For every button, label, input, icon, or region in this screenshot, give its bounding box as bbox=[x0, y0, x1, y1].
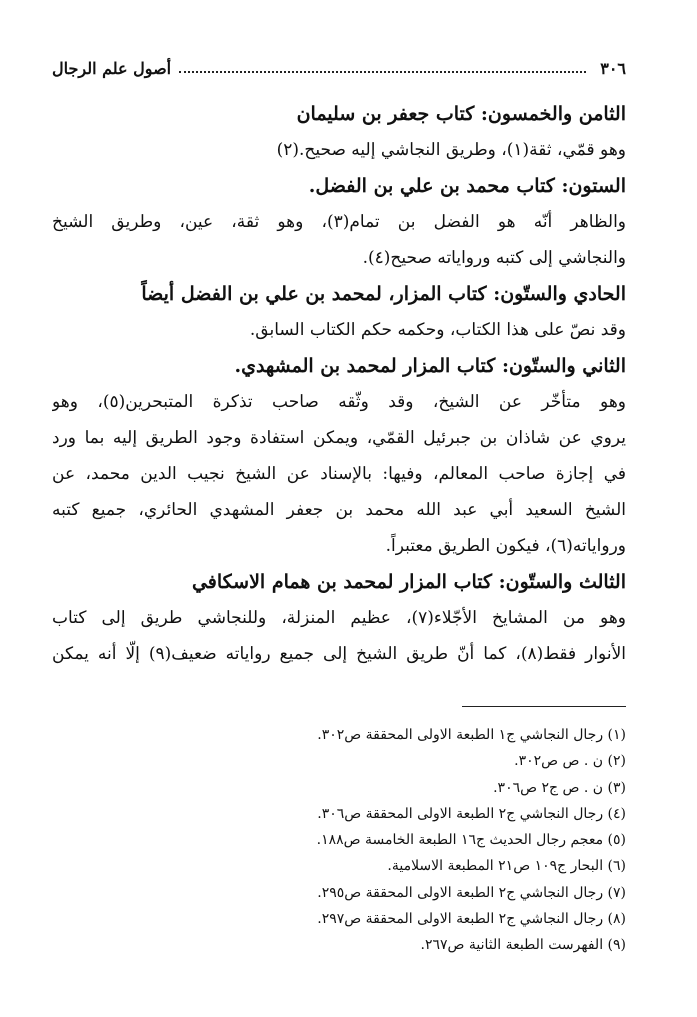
page-number: ٣٠٦ bbox=[600, 58, 626, 78]
footnote-item: (٤) رجال النجاشي ج٢ الطبعة الاولى المحققة ص٣٠٦. bbox=[317, 805, 626, 822]
footnote-item: (٦) البحار ج١٠٩ ص٢١ المطبعة الاسلامية. bbox=[387, 858, 626, 875]
footnotes bbox=[52, 722, 626, 959]
body-line: وهو متأخّر عن الشيخ، وقد وثّقه صاحب تذكرة المتبحرين(٥)، وهو bbox=[52, 392, 626, 412]
header-leader-dots bbox=[179, 71, 586, 73]
section-heading: الستون: كتاب محمد بن علي بن الفضل. bbox=[308, 175, 626, 197]
footnote-item: (٨) رجال النجاشي ج٢ الطبعة الاولى المحققة ص٢٩٧. bbox=[317, 911, 626, 928]
section-heading: الثالث والستّون: كتاب المزار لمحمد بن همام الاسكافي bbox=[191, 571, 626, 593]
section-heading: الثاني والستّون: كتاب المزار لمحمد بن المشهدي. bbox=[234, 355, 626, 377]
footnote-item: (١) رجال النجاشي ج١ الطبعة الاولى المحققة ص٣٠٢. bbox=[317, 727, 626, 743]
book-title: أصول علم الرجال bbox=[52, 58, 172, 78]
body-line: في إجازة صاحب المعالم، وفيها: بالإسناد عن الشيخ نجيب الدين محمد، عن bbox=[52, 464, 626, 484]
body-line: والنجاشي إلى كتبه ورواياته صحيح(٤). bbox=[362, 248, 626, 268]
book-page bbox=[52, 48, 626, 988]
footnote-item: (٥) معجم رجال الحديث ج١٦ الطبعة الخامسة ص١٨٨. bbox=[316, 832, 626, 849]
body-line: الأنوار فقط(٨)، كما أنّ طريق الشيخ إلى جميع رواياته ضعيف(٩) إلّا أنه يمكن bbox=[52, 644, 626, 664]
body-line: وهو قمّي، ثقة(١)، وطريق النجاشي إليه صحيح.(٢) bbox=[276, 140, 626, 160]
footnote-item: (٢) ن . ص ص٣٠٢. bbox=[514, 753, 626, 770]
body-line: وقد نصّ على هذا الكتاب، وحكمه حكم الكتاب السابق. bbox=[249, 320, 626, 340]
running-header bbox=[52, 56, 626, 80]
footnote-item: (٣) ن . ص ج٢ ص٣٠٦. bbox=[493, 779, 626, 796]
footnote-separator bbox=[462, 706, 626, 707]
footnote-item: (٧) رجال النجاشي ج٢ الطبعة الاولى المحققة ص٢٩٥. bbox=[317, 884, 626, 901]
section-heading: الثامن والخمسون: كتاب جعفر بن سليمان bbox=[296, 103, 626, 125]
body-line: ورواياته(٦)، فيكون الطريق معتبراً. bbox=[385, 536, 626, 556]
body-text bbox=[52, 96, 626, 672]
body-line: وهو من المشايخ الأجّلاء(٧)، عظيم المنزلة، وللنجاشي طريق إلى كتاب bbox=[52, 608, 626, 628]
body-line: والظاهر أنّه هو الفضل بن تمام(٣)، وهو ثقة، عين، وطريق الشيخ bbox=[52, 212, 626, 232]
section-heading: الحادي والستّون: كتاب المزار، لمحمد بن علي بن الفضل أيضاً bbox=[141, 283, 626, 305]
body-line: يروي عن شاذان بن جبرئيل القمّي، ويمكن استفادة وجود الطريق إليه بما ورد bbox=[52, 428, 626, 448]
footnote-item: (٩) الفهرست الطبعة الثانية ص٢٦٧. bbox=[420, 937, 626, 954]
body-line: الشيخ السعيد أبي عبد الله محمد بن جعفر المشهدي الحائري، جميع كتبه bbox=[52, 500, 626, 520]
